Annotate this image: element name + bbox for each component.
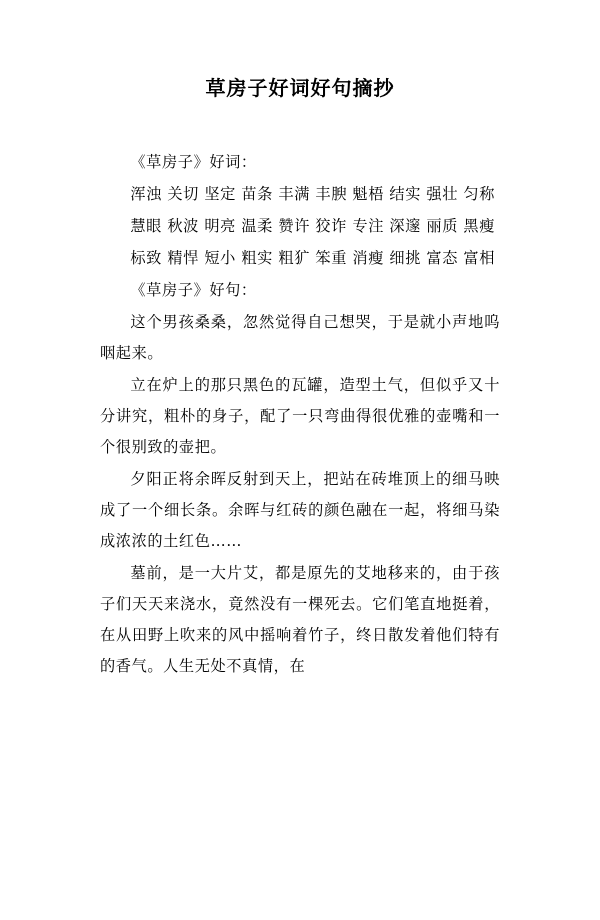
document-body xyxy=(100,147,500,682)
document-page xyxy=(0,72,600,920)
paragraph: 标致 精悍 短小 粗实 粗犷 笨重 消瘦 细挑 富态 富相 xyxy=(130,249,495,267)
paragraph: 《草房子》好句： xyxy=(130,281,257,299)
paragraph: 墓前，是一大片艾，都是原先的艾地移来的，由于孩子们天天来浇水，竟然没有一棵死去。它们笔直地挺着，在从田野上吹来的风中摇响着竹子，终日散发着他们特有的香气。人生无处不真情，在 xyxy=(100,564,500,675)
paragraph: 《草房子》好词： xyxy=(130,153,257,171)
paragraph: 夕阳正将余晖反射到天上，把站在砖堆顶上的细马映成了一个细长条。余晖与红砖的颜色融在一起，将细马染成浓浓的土红色…… xyxy=(100,470,500,550)
page-title: 草房子好词好句摘抄 xyxy=(205,76,395,100)
paragraph: 浑浊 关切 坚定 苗条 丰满 丰腴 魁梧 结实 强壮 匀称 xyxy=(130,185,495,203)
paragraph: 这个男孩桑桑，忽然觉得自己想哭，于是就小声地呜咽起来。 xyxy=(100,313,500,362)
paragraph: 立在炉上的那只黑色的瓦罐，造型土气，但似乎又十分讲究，粗朴的身子，配了一只弯曲得很优雅的壶嘴和一个很别致的壶把。 xyxy=(100,376,500,456)
paragraph: 慧眼 秋波 明亮 温柔 赞许 狡诈 专注 深邃 丽质 黑瘦 xyxy=(130,217,495,235)
